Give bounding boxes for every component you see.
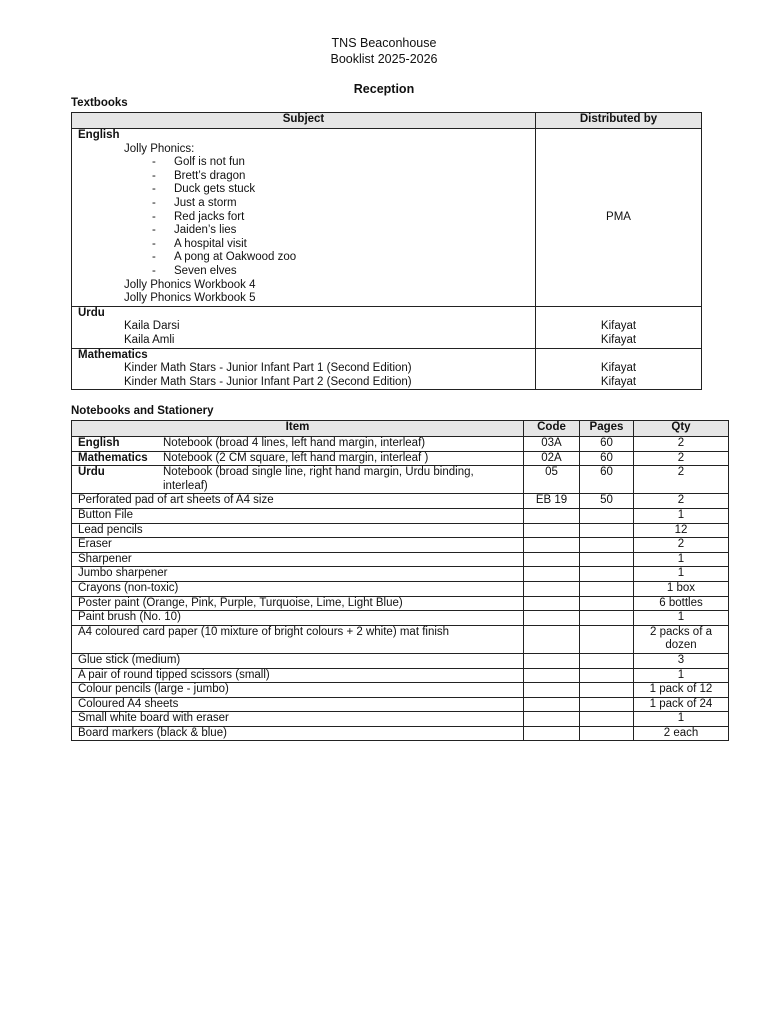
item-cell: Colour pencils (large - jumbo) xyxy=(72,683,524,698)
code-cell: 02A xyxy=(524,451,580,466)
code-cell xyxy=(524,625,580,653)
pages-cell xyxy=(580,611,634,626)
pages-cell xyxy=(580,683,634,698)
subject-urdu: Urdu xyxy=(78,306,105,319)
notebook-description: Notebook (broad 4 lines, left hand margin, interleaf) xyxy=(163,437,426,449)
column-header-item: Item xyxy=(72,421,524,437)
table-row xyxy=(72,712,729,727)
qty-cell: 1 xyxy=(634,508,729,523)
item-cell: Board markers (black & blue) xyxy=(72,726,524,741)
item-cell: A4 coloured card paper (10 mixture of bright colours + 2 white) mat finish xyxy=(72,625,524,653)
table-row xyxy=(72,538,729,553)
code-cell xyxy=(524,596,580,611)
english-textbooks-row xyxy=(72,129,702,307)
table-row xyxy=(72,523,729,538)
item-cell: Crayons (non-toxic) xyxy=(72,581,524,596)
table-row xyxy=(72,596,729,611)
pages-cell xyxy=(580,538,634,553)
series-title: Jolly Phonics: xyxy=(124,142,195,155)
book-item: Kinder Math Stars - Junior Infant Part 2 (Second Edition) xyxy=(124,375,412,388)
item-cell: Button File xyxy=(72,508,524,523)
qty-cell: 1 xyxy=(634,712,729,727)
code-cell: EB 19 xyxy=(524,494,580,509)
item-cell: A pair of round tipped scissors (small) xyxy=(72,668,524,683)
table-header-row xyxy=(72,113,702,129)
column-header-pages: Pages xyxy=(580,421,634,437)
item-cell: Lead pencils xyxy=(72,523,524,538)
school-name: TNS Beaconhouse xyxy=(331,36,437,50)
pages-cell xyxy=(580,653,634,668)
stationery-table xyxy=(71,420,729,741)
pages-cell xyxy=(580,581,634,596)
textbooks-table xyxy=(71,112,702,390)
table-row xyxy=(72,567,729,582)
table-row xyxy=(72,466,729,494)
book-item: Kinder Math Stars - Junior Infant Part 1 (Second Edition) xyxy=(124,362,412,375)
qty-cell: 2 each xyxy=(634,726,729,741)
qty-cell: 6 bottles xyxy=(634,596,729,611)
english-textbooks-cell xyxy=(72,129,536,307)
item-cell: Paint brush (No. 10) xyxy=(72,611,524,626)
code-cell xyxy=(524,538,580,553)
notebook-item-cell xyxy=(72,466,524,494)
pages-cell xyxy=(580,697,634,712)
code-cell: 05 xyxy=(524,466,580,494)
subject-english: English xyxy=(78,129,120,141)
pages-cell xyxy=(580,726,634,741)
column-header-distributed-by: Distributed by xyxy=(536,113,702,129)
table-row xyxy=(72,508,729,523)
list-item: - Brett’s dragon xyxy=(78,170,529,184)
item-cell: Poster paint (Orange, Pink, Purple, Turquoise, Lime, Light Blue) xyxy=(72,596,524,611)
qty-cell: 1 xyxy=(634,611,729,626)
qty-cell: 2 xyxy=(634,451,729,466)
pages-cell xyxy=(580,567,634,582)
table-row xyxy=(72,451,729,466)
code-cell xyxy=(524,523,580,538)
table-header-row xyxy=(72,421,729,437)
pages-cell xyxy=(580,712,634,727)
list-item: - A pong at Oakwood zoo xyxy=(78,251,529,265)
item-cell: Jumbo sharpener xyxy=(72,567,524,582)
pages-cell xyxy=(580,523,634,538)
distributor-english: PMA xyxy=(536,129,702,307)
textbooks-heading: Textbooks xyxy=(71,97,128,109)
distributor-item: Kifayat xyxy=(600,362,637,375)
notebook-item-cell xyxy=(72,437,524,452)
notebook-subject: Mathematics xyxy=(78,451,148,464)
distributor-item: Kifayat xyxy=(600,375,637,388)
qty-cell: 1 xyxy=(634,567,729,582)
list-item: - Just a storm xyxy=(78,197,529,211)
table-row xyxy=(72,683,729,698)
qty-cell: 3 xyxy=(634,653,729,668)
code-cell xyxy=(524,581,580,596)
code-cell xyxy=(524,567,580,582)
code-cell: 03A xyxy=(524,437,580,452)
code-cell xyxy=(524,508,580,523)
class-name: Reception xyxy=(353,82,415,96)
distributor-item: Kifayat xyxy=(600,333,637,346)
book-item: Kaila Darsi xyxy=(124,320,180,333)
table-row xyxy=(72,697,729,712)
qty-cell: 1 xyxy=(634,668,729,683)
qty-cell: 2 xyxy=(634,466,729,494)
notebook-item-cell xyxy=(72,451,524,466)
code-cell xyxy=(524,697,580,712)
qty-cell: 2 packs of a dozen xyxy=(634,625,729,653)
code-cell xyxy=(524,611,580,626)
qty-cell: 1 pack of 24 xyxy=(634,697,729,712)
table-row xyxy=(72,581,729,596)
pages-cell: 60 xyxy=(580,451,634,466)
code-cell xyxy=(524,653,580,668)
stationery-heading: Notebooks and Stationery xyxy=(71,405,214,417)
qty-cell: 2 xyxy=(634,538,729,553)
pages-cell: 60 xyxy=(580,437,634,452)
booklist-year: Booklist 2025-2026 xyxy=(330,52,438,66)
mathematics-textbooks-row xyxy=(72,348,702,390)
notebook-description: Notebook (2 CM square, left hand margin, interleaf ) xyxy=(163,451,429,464)
qty-cell: 12 xyxy=(634,523,729,538)
pages-cell xyxy=(580,508,634,523)
qty-cell: 2 xyxy=(634,494,729,509)
qty-cell: 1 box xyxy=(634,581,729,596)
column-header-code: Code xyxy=(524,421,580,437)
table-row xyxy=(72,726,729,741)
workbook-item: Jolly Phonics Workbook 5 xyxy=(124,292,256,305)
table-row xyxy=(72,437,729,452)
pages-cell xyxy=(580,668,634,683)
notebook-subject: English xyxy=(78,437,120,449)
table-row xyxy=(72,625,729,653)
item-cell: Coloured A4 sheets xyxy=(72,697,524,712)
code-cell xyxy=(524,668,580,683)
pages-cell: 50 xyxy=(580,494,634,509)
pages-cell xyxy=(580,625,634,653)
item-cell: Small white board with eraser xyxy=(72,712,524,727)
list-item: - Duck gets stuck xyxy=(78,183,529,197)
list-item: - Seven elves xyxy=(78,265,529,279)
list-item: - Golf is not fun xyxy=(78,156,529,170)
code-cell xyxy=(524,712,580,727)
code-cell xyxy=(524,552,580,567)
table-row xyxy=(72,668,729,683)
qty-cell: 1 xyxy=(634,552,729,567)
column-header-subject: Subject xyxy=(72,113,536,129)
table-row xyxy=(72,552,729,567)
workbook-item: Jolly Phonics Workbook 4 xyxy=(124,278,256,291)
item-cell: Eraser xyxy=(72,538,524,553)
qty-cell: 2 xyxy=(634,437,729,452)
code-cell xyxy=(524,683,580,698)
pages-cell xyxy=(580,596,634,611)
qty-cell: 1 pack of 12 xyxy=(634,683,729,698)
list-item: - A hospital visit xyxy=(78,238,529,252)
column-header-qty: Qty xyxy=(634,421,729,437)
item-cell: Glue stick (medium) xyxy=(72,653,524,668)
notebook-description: Notebook (broad single line, right hand margin, Urdu binding, interleaf) xyxy=(163,466,474,492)
notebook-subject: Urdu xyxy=(78,466,105,479)
table-row xyxy=(72,653,729,668)
distributor-item: Kifayat xyxy=(600,320,637,333)
table-row xyxy=(72,494,729,509)
subject-mathematics: Mathematics xyxy=(78,348,148,361)
item-cell: Perforated pad of art sheets of A4 size xyxy=(72,494,524,509)
pages-cell xyxy=(580,552,634,567)
code-cell xyxy=(524,726,580,741)
list-item: - Jaiden’s lies xyxy=(78,224,529,238)
book-item: Kaila Amli xyxy=(124,333,175,346)
pages-cell: 60 xyxy=(580,466,634,494)
urdu-textbooks-row xyxy=(72,306,702,348)
table-row xyxy=(72,611,729,626)
item-cell: Sharpener xyxy=(72,552,524,567)
list-item: - Red jacks fort xyxy=(78,211,529,225)
